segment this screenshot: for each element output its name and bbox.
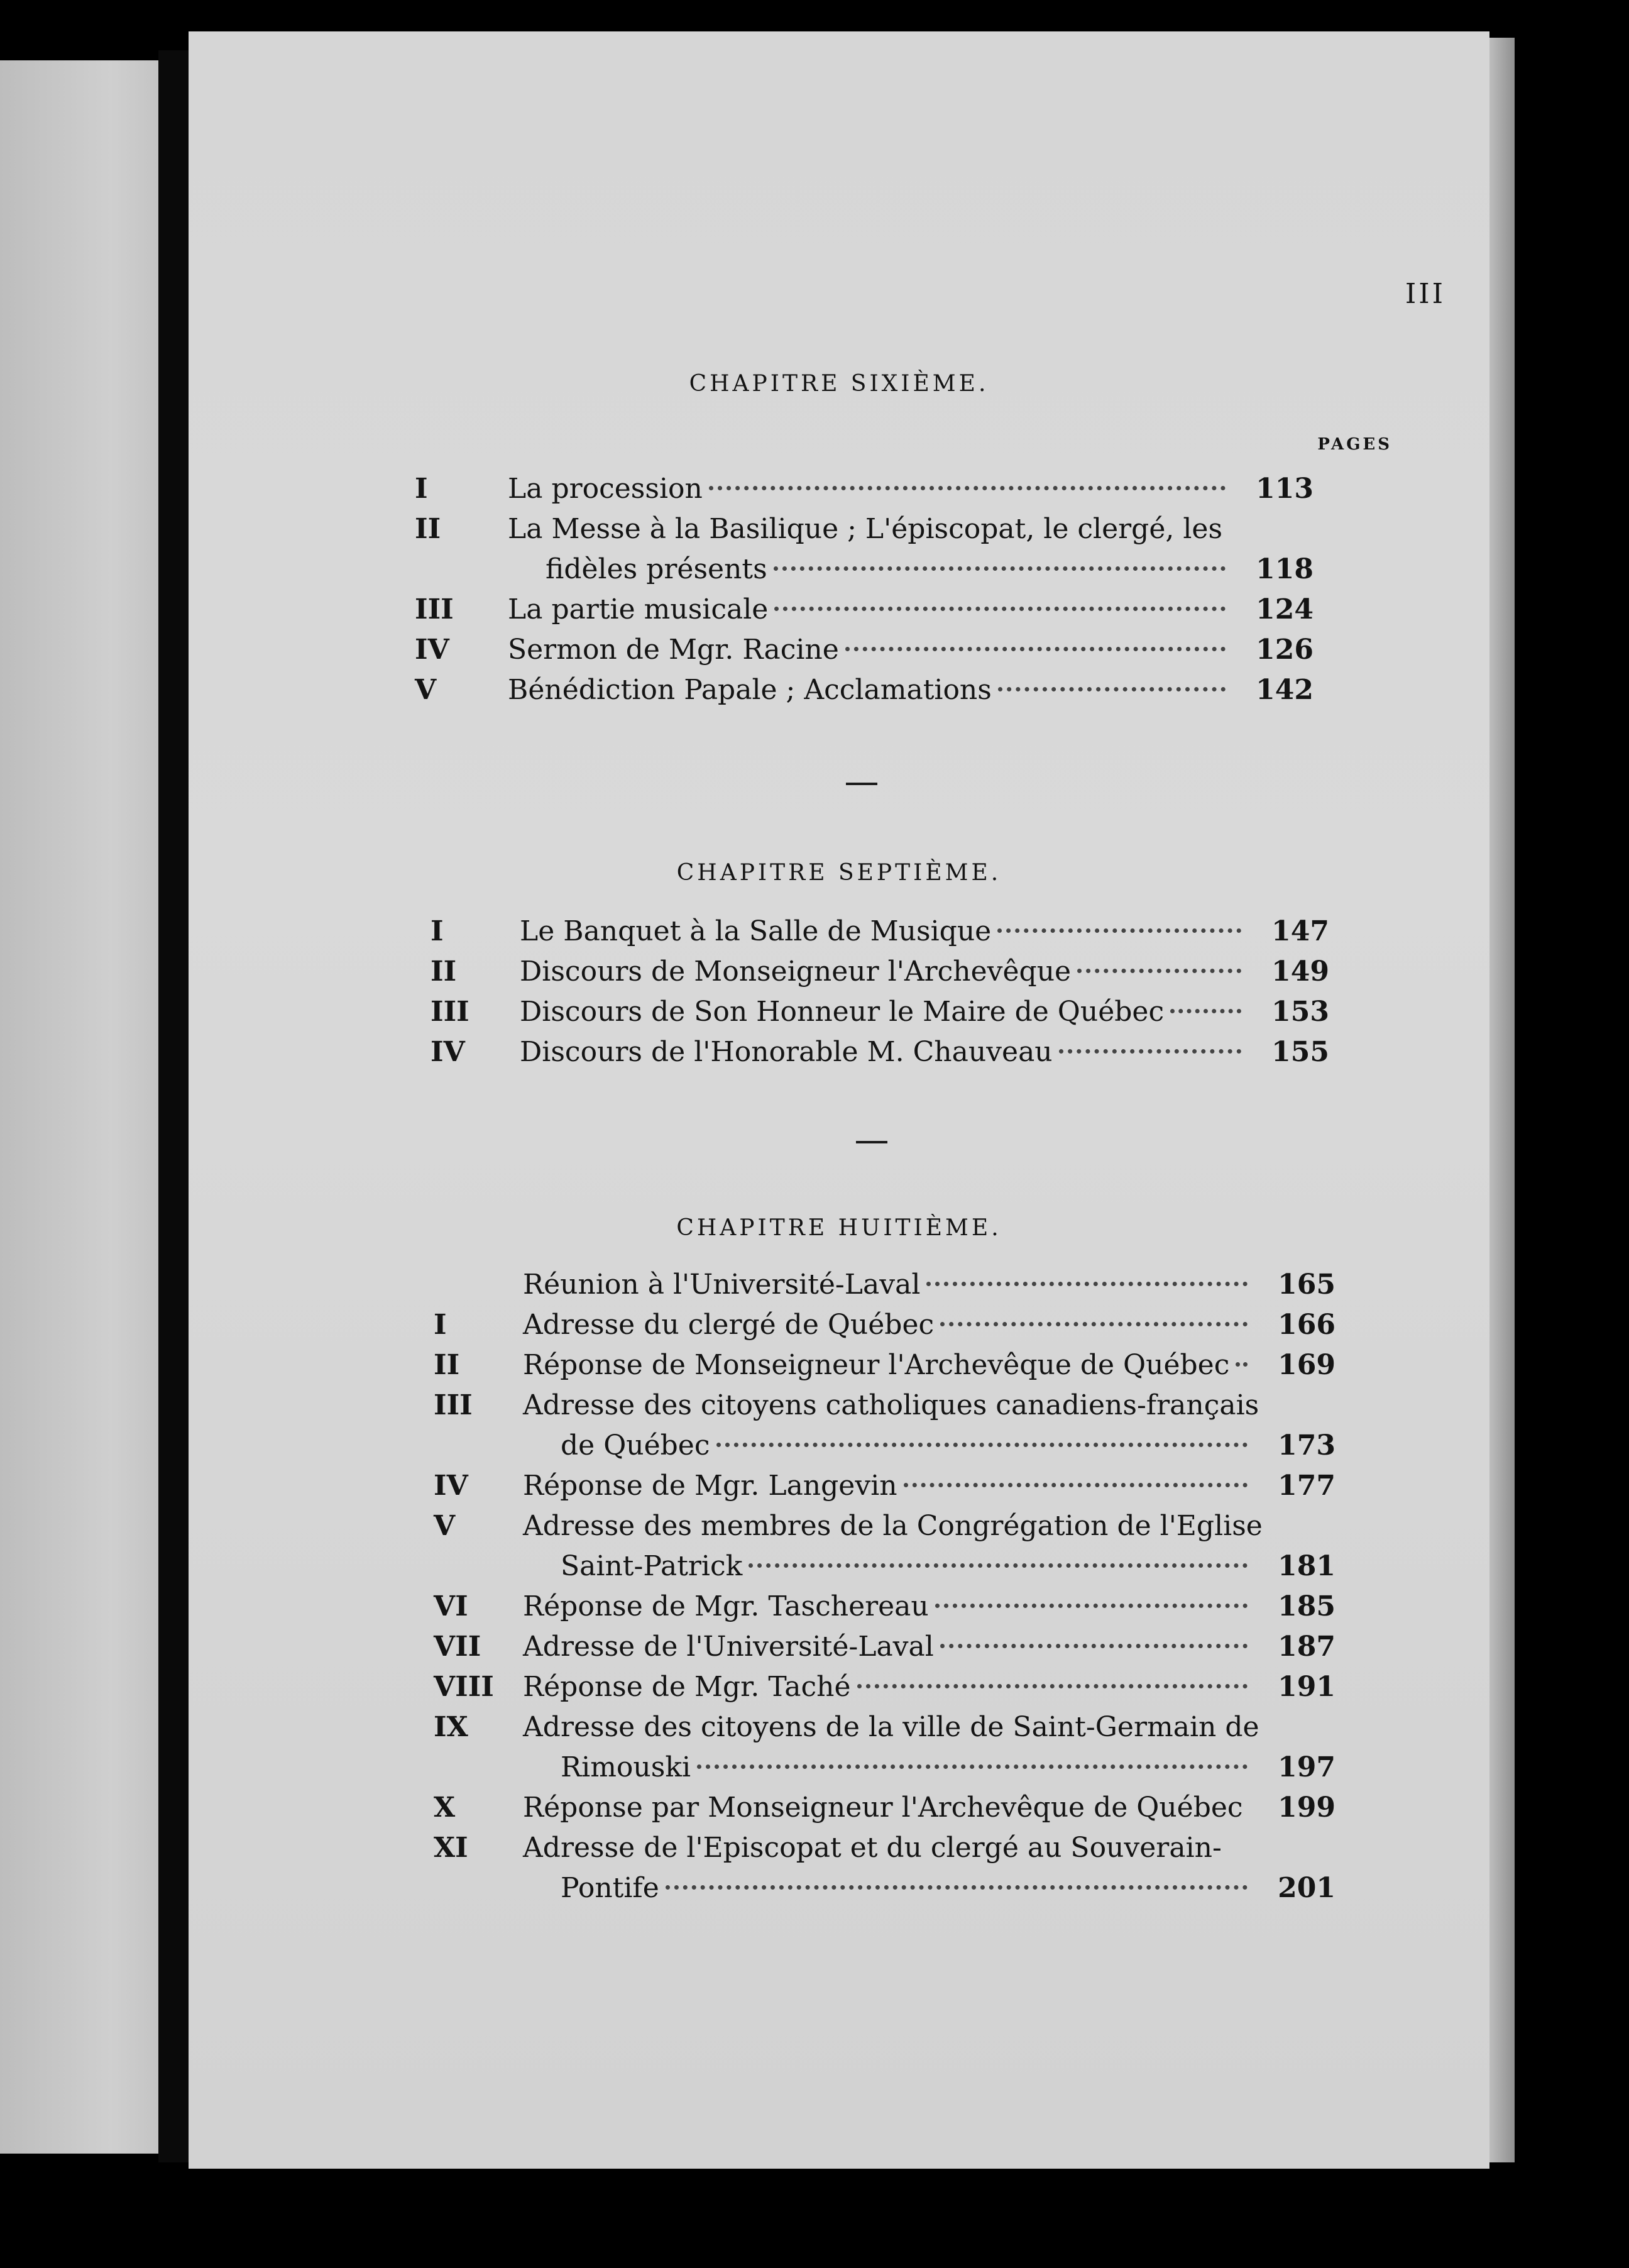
entry-title: Réunion à l'Université-Laval — [523, 1269, 921, 1301]
page-ref: 118 — [1256, 553, 1314, 585]
page-ref: 197 — [1278, 1751, 1336, 1783]
entry-title: de Québec — [561, 1429, 710, 1462]
entry-title: Pontife — [561, 1872, 659, 1904]
dot-leader — [774, 607, 1226, 611]
entry-number: I — [415, 473, 428, 505]
toc-entry — [434, 1349, 1336, 1390]
entry-title: La partie musicale — [508, 593, 769, 625]
entry-title: Adresse des citoyens de la ville de Saint-Germain de — [523, 1711, 1259, 1743]
toc-entry — [434, 1711, 1336, 1753]
page-ref: 166 — [1278, 1309, 1336, 1341]
page-ref: 113 — [1256, 473, 1314, 505]
toc-entry — [434, 1792, 1336, 1833]
dot-leader — [857, 1684, 1248, 1688]
entry-title: Sermon de Mgr. Racine — [508, 634, 839, 666]
entry-number: VI — [434, 1590, 468, 1622]
page-number: III — [1405, 278, 1445, 310]
chapter-title: CHAPITRE SIXIÈME. — [689, 371, 989, 397]
chapter-title: CHAPITRE HUITIÈME. — [676, 1215, 1002, 1241]
dot-leader — [935, 1604, 1248, 1608]
entry-number: II — [434, 1349, 460, 1381]
dot-leader — [697, 1764, 1248, 1769]
entry-title: Discours de Monseigneur l'Archevêque — [520, 955, 1072, 988]
entry-number: I — [431, 915, 444, 947]
page-ref: 147 — [1271, 915, 1329, 947]
toc-entry — [434, 1429, 1336, 1471]
entry-title: Réponse de Mgr. Langevin — [523, 1470, 897, 1502]
entry-title: Adresse de l'Episcopat et du clergé au Souverain- — [523, 1832, 1222, 1864]
dot-leader — [998, 687, 1226, 691]
book-page — [189, 31, 1489, 2169]
entry-number: VII — [434, 1631, 481, 1663]
toc-entry — [431, 1036, 1329, 1077]
left-page-edge — [0, 60, 158, 2154]
dot-leader — [997, 928, 1241, 933]
section-divider — [846, 783, 877, 785]
dot-leader — [1236, 1362, 1248, 1367]
page-ref: 142 — [1256, 674, 1314, 706]
entry-title: Adresse des citoyens catholiques canadiens-français — [523, 1389, 1259, 1421]
entry-number: X — [434, 1792, 456, 1824]
toc-entry — [434, 1671, 1336, 1712]
dot-leader — [709, 486, 1226, 490]
entry-number: V — [434, 1510, 456, 1542]
dot-leader — [774, 566, 1226, 571]
entry-number: V — [415, 674, 437, 706]
dot-leader — [1059, 1049, 1241, 1054]
toc-entry — [434, 1872, 1336, 1913]
entry-number: IV — [415, 634, 449, 666]
toc-entry — [434, 1550, 1336, 1592]
entry-title: Saint-Patrick — [561, 1550, 743, 1582]
toc-entry — [431, 915, 1329, 957]
toc-entry — [434, 1309, 1336, 1350]
entry-number: XI — [434, 1832, 468, 1864]
entry-title: Le Banquet à la Salle de Musique — [520, 915, 992, 947]
dot-leader — [940, 1322, 1248, 1326]
entry-title: La procession — [508, 473, 703, 505]
page-ref: 149 — [1271, 955, 1329, 988]
entry-title: fidèles présents — [546, 553, 767, 585]
toc-entry — [434, 1389, 1336, 1431]
toc-entry — [434, 1269, 1336, 1310]
entry-number: VIII — [434, 1671, 494, 1703]
right-page-edge — [1489, 38, 1515, 2162]
entry-number: II — [415, 513, 441, 545]
entry-title: Réponse de Mgr. Taché — [523, 1671, 851, 1703]
entry-number: IV — [431, 1036, 465, 1068]
page-ref: 169 — [1278, 1349, 1336, 1381]
entry-title: Adresse du clergé de Québec — [523, 1309, 935, 1341]
toc-entry — [434, 1590, 1336, 1632]
toc-entry — [434, 1470, 1336, 1511]
dot-leader — [749, 1563, 1248, 1568]
toc-entry — [431, 996, 1329, 1037]
entry-title: Rimouski — [561, 1751, 691, 1783]
dot-leader — [716, 1443, 1248, 1447]
page-ref: 165 — [1278, 1269, 1336, 1301]
toc-entry — [434, 1832, 1336, 1873]
entry-title: Bénédiction Papale ; Acclamations — [508, 674, 992, 706]
dot-leader — [904, 1483, 1248, 1487]
toc-entry — [431, 955, 1329, 997]
entry-title: Réponse par Monseigneur l'Archevêque de Québec — [523, 1792, 1243, 1824]
section-divider — [856, 1141, 887, 1143]
dot-leader — [1170, 1009, 1241, 1013]
page-ref: 155 — [1271, 1036, 1329, 1068]
page-ref: 153 — [1271, 996, 1329, 1028]
book-spine — [158, 50, 190, 2162]
toc-entry — [434, 1631, 1336, 1672]
toc-entry — [434, 1510, 1336, 1551]
toc-entry — [415, 593, 1314, 635]
page-ref: 177 — [1278, 1470, 1336, 1502]
entry-title: Discours de Son Honneur le Maire de Québec — [520, 996, 1165, 1028]
dot-leader — [926, 1282, 1248, 1286]
toc-entry — [415, 513, 1314, 554]
toc-entry — [415, 674, 1314, 715]
page-ref: 201 — [1278, 1872, 1336, 1904]
toc-entry — [434, 1751, 1336, 1793]
dot-leader — [940, 1644, 1248, 1648]
page-ref: 124 — [1256, 593, 1314, 625]
entry-number: III — [431, 996, 469, 1028]
page-ref: 199 — [1278, 1792, 1336, 1824]
dot-leader — [1077, 969, 1241, 973]
entry-title: La Messe à la Basilique ; L'épiscopat, le clergé, les — [508, 513, 1223, 545]
entry-number: I — [434, 1309, 447, 1341]
chapter-title: CHAPITRE SEPTIÈME. — [676, 860, 1002, 886]
entry-title: Réponse de Mgr. Taschereau — [523, 1590, 929, 1622]
entry-number: IX — [434, 1711, 468, 1743]
page-ref: 185 — [1278, 1590, 1336, 1622]
entry-title: Adresse de l'Université-Laval — [523, 1631, 934, 1663]
entry-number: IV — [434, 1470, 468, 1502]
entry-title: Réponse de Monseigneur l'Archevêque de Québec — [523, 1349, 1230, 1381]
page-ref: 126 — [1256, 634, 1314, 666]
page-ref: 181 — [1278, 1550, 1336, 1582]
pages-header: PAGES — [1317, 435, 1392, 454]
toc-entry — [415, 553, 1314, 595]
entry-number: III — [434, 1389, 473, 1421]
entry-title: Adresse des membres de la Congrégation de l'Eglise — [523, 1510, 1263, 1542]
entry-title: Discours de l'Honorable M. Chauveau — [520, 1036, 1053, 1068]
page-ref: 191 — [1278, 1671, 1336, 1703]
page-ref: 187 — [1278, 1631, 1336, 1663]
entry-number: III — [415, 593, 454, 625]
toc-entry — [415, 473, 1314, 514]
toc-entry — [415, 634, 1314, 675]
page-ref: 173 — [1278, 1429, 1336, 1462]
dot-leader — [845, 647, 1226, 651]
dot-leader — [666, 1885, 1248, 1890]
entry-number: II — [431, 955, 457, 988]
